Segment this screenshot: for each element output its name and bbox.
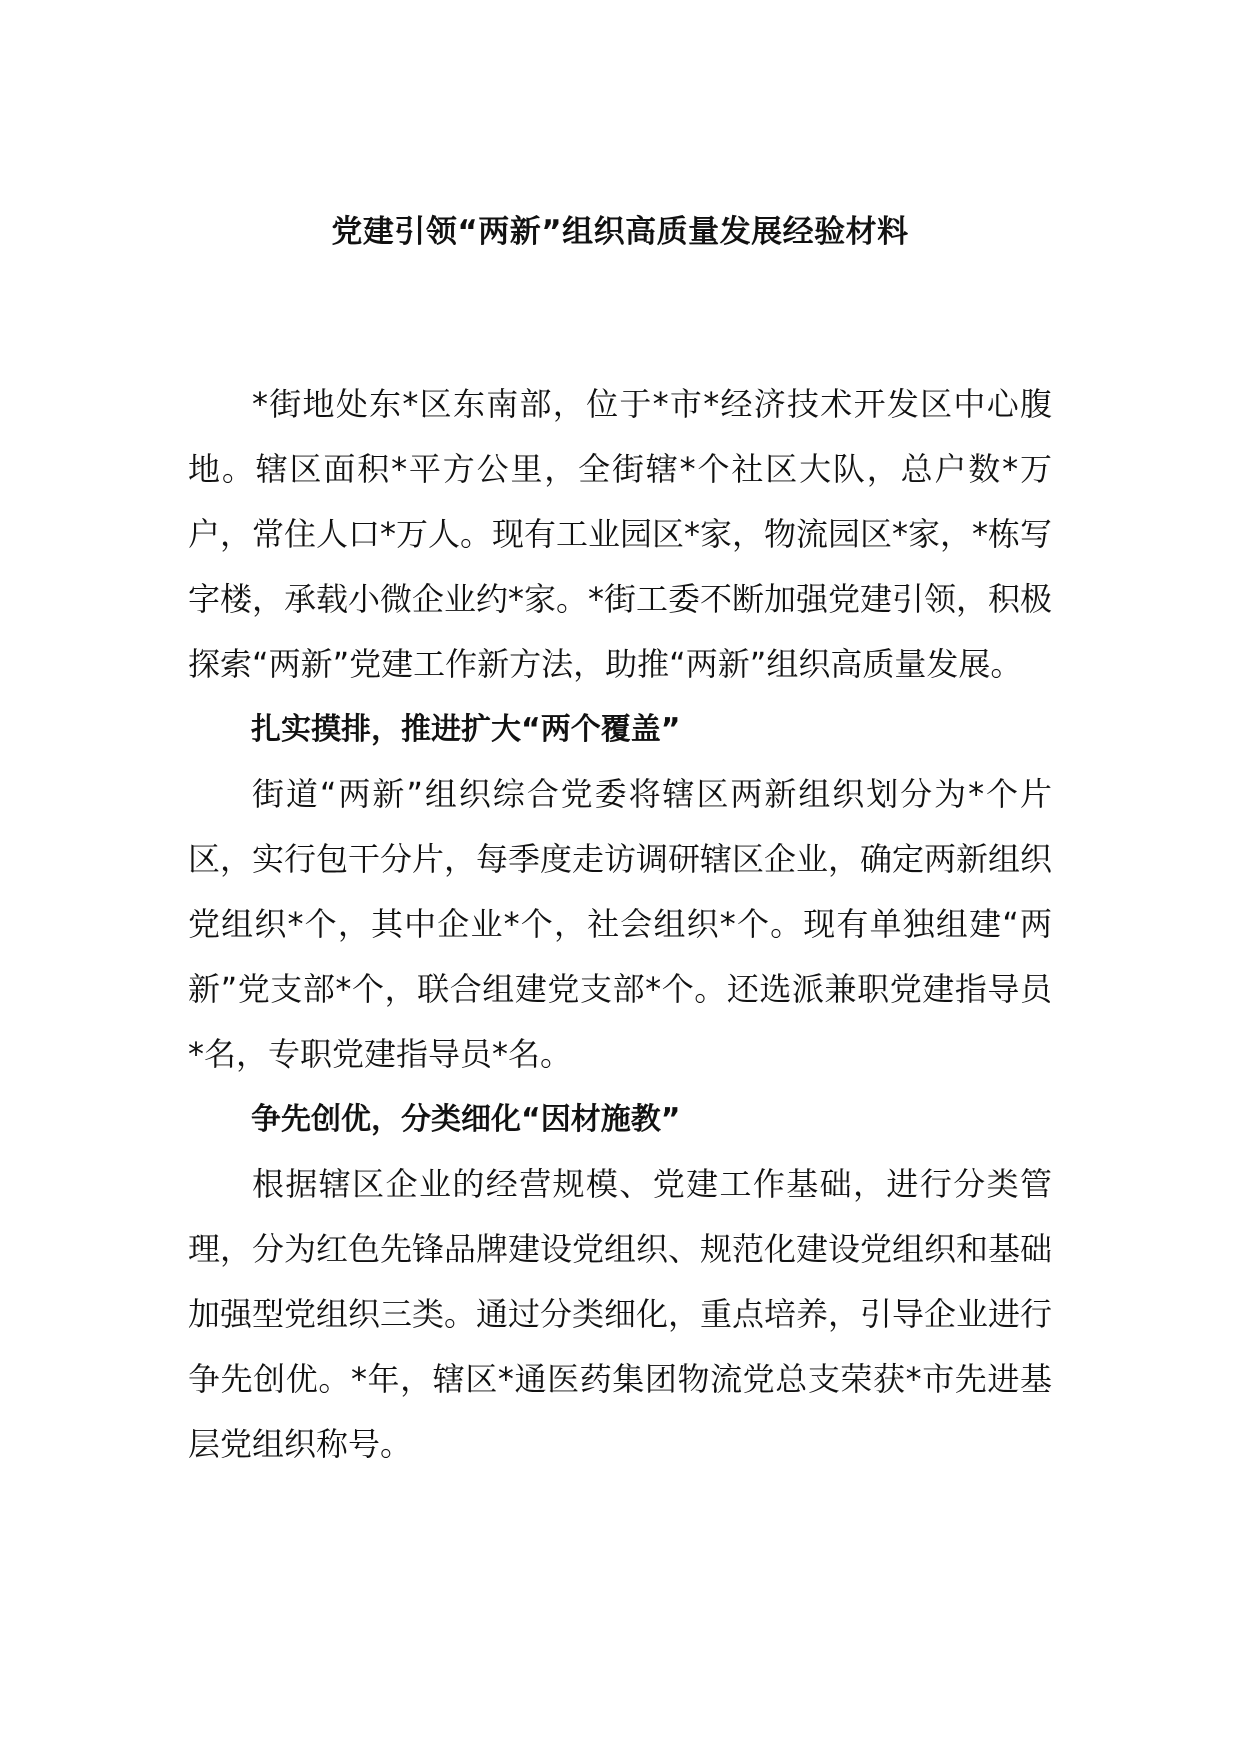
section-paragraph: 根据辖区企业的经营规模、党建工作基础，进行分类管理，分为红色先锋品牌建设党组织、规范化建设党组织和基础加强型党组织三类。通过分类细化，重点培养，引导企业进行争先创优。*年，辖区*通医药集团物流党总支荣获*市先进基层党组织称号。	[188, 1165, 1053, 1463]
section-paragraph: 街道“两新”组织综合党委将辖区两新组织划分为*个片区，实行包干分片，每季度走访调研辖区企业，确定两新组织党组织*个，其中企业*个，社会组织*个。现有单独组建“两新”党支部*个，联合组建党支部*个。还选派兼职党建指导员*名，专职党建指导员*名。	[188, 775, 1053, 1073]
section-heading: 扎实摸排，推进扩大“两个覆盖”	[251, 712, 681, 747]
document-title: 党建引领“两新”组织高质量发展经验材料	[331, 214, 909, 250]
section-heading: 争先创优，分类细化“因材施教”	[251, 1102, 681, 1137]
intro-paragraph: *街地处东*区东南部，位于*市*经济技术开发区中心腹地。辖区面积*平方公里，全街辖*个社区大队，总户数*万户，常住人口*万人。现有工业园区*家，物流园区*家，*栋写字楼，承载小微企业约*家。*街工委不断加强党建引领，积极探索“两新”党建工作新方法，助推“两新”组织高质量发展。	[188, 385, 1053, 683]
document-body	[188, 372, 1052, 1477]
